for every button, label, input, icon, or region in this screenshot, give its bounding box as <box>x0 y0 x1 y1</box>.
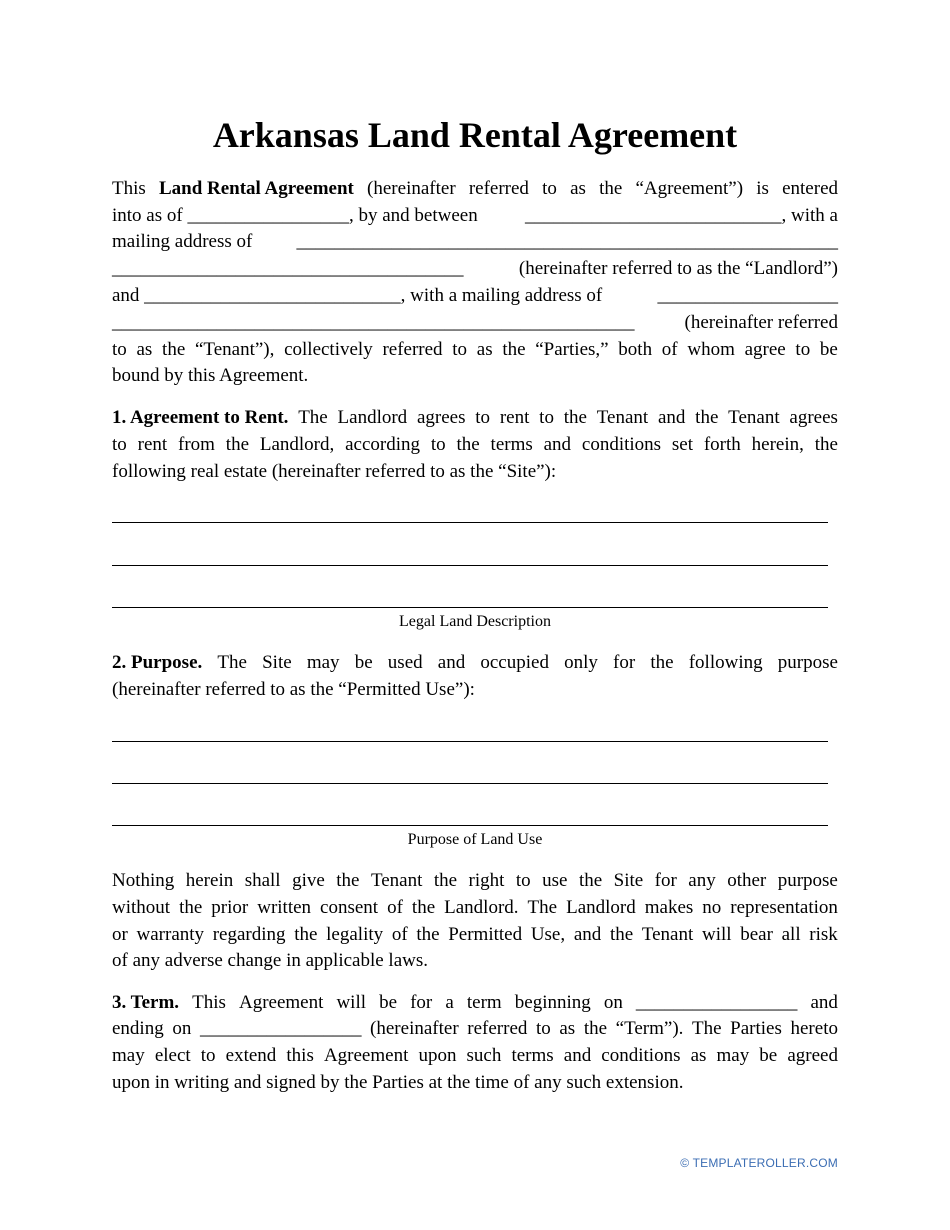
section-3-line-4: upon in writing and signed by the Parties at the time of any such extension. <box>112 1072 684 1093</box>
intro-line-2: into as of _________________, by and between ___________________________, with a <box>112 205 838 226</box>
term-start-date-blank: _________________ <box>635 992 798 1013</box>
restriction-line-2: without the prior written consent of the Landlord. The Landlord makes no representation <box>112 897 838 918</box>
legal-land-description-caption: Legal Land Description <box>399 613 551 630</box>
section-1-line-1: 1. Agreement to Rent. The Landlord agrees to rent to the Tenant and the Tenant agrees <box>112 405 838 431</box>
section-3-line-1: 3. Term. This Agreement will be for a term beginning on _________________ and <box>112 990 838 1016</box>
section-1-heading: 1. Agreement to Rent. <box>112 407 289 428</box>
land-description-line-2[interactable] <box>112 565 828 566</box>
section-2-heading: 2. Purpose. <box>112 652 203 673</box>
land-description-line-1[interactable] <box>112 522 828 523</box>
intro-line-5: and ___________________________, with a mailing address of ___________________ <box>112 285 838 306</box>
purpose-line-2[interactable] <box>112 783 828 784</box>
land-description-line-3[interactable] <box>112 607 828 608</box>
section-3-line-2: ending on _________________ (hereinafter referred to as the “Term”). The Parties hereto <box>112 1016 838 1042</box>
section-3-heading: 3. Term. <box>112 992 180 1013</box>
intro-line-7: to as the “Tenant”), collectively referred to as the “Parties,” both of whom agree to be <box>112 339 838 360</box>
intro-line-1: This Land Rental Agreement (hereinafter referred to as the “Agreement”) is entered <box>112 176 838 202</box>
purpose-line-1[interactable] <box>112 741 828 742</box>
restriction-line-4: of any adverse change in applicable laws. <box>112 950 429 971</box>
purpose-line-3[interactable] <box>112 825 828 826</box>
section-1-line-2: to rent from the Landlord, according to the terms and conditions set forth herein, the <box>112 434 838 455</box>
templateroller-credit-link[interactable]: © TEMPLATEROLLER.COM <box>680 1156 838 1170</box>
intro-line-4: _____________________________________ (hereinafter referred to as the “Landlord”) <box>112 258 838 279</box>
intro-line-3: mailing address of _________________________________________________________ <box>112 231 838 252</box>
section-2-line-1: 2. Purpose. The Site may be used and occupied only for the following purpose <box>112 650 838 676</box>
restriction-line-3: or warranty regarding the legality of the Permitted Use, and the Tenant will bear all risk <box>112 924 838 945</box>
document-title: Arkansas Land Rental Agreement <box>212 115 738 155</box>
intro-line-8: bound by this Agreement. <box>112 365 309 386</box>
agreement-name: Land Rental Agreement <box>158 178 354 199</box>
term-end-date-blank: _________________ <box>199 1018 362 1039</box>
section-3-line-3: may elect to extend this Agreement upon such terms and conditions as may be agreed <box>112 1045 838 1066</box>
purpose-of-land-use-caption: Purpose of Land Use <box>407 831 543 848</box>
intro-line-6: _______________________________________________________ (hereinafter referred <box>112 312 838 333</box>
section-2-line-2: (hereinafter referred to as the “Permitted Use”): <box>112 679 475 700</box>
section-1-line-3: following real estate (hereinafter referred to as the “Site”): <box>112 461 557 482</box>
restriction-line-1: Nothing herein shall give the Tenant the right to use the Site for any other purpose <box>112 870 838 891</box>
